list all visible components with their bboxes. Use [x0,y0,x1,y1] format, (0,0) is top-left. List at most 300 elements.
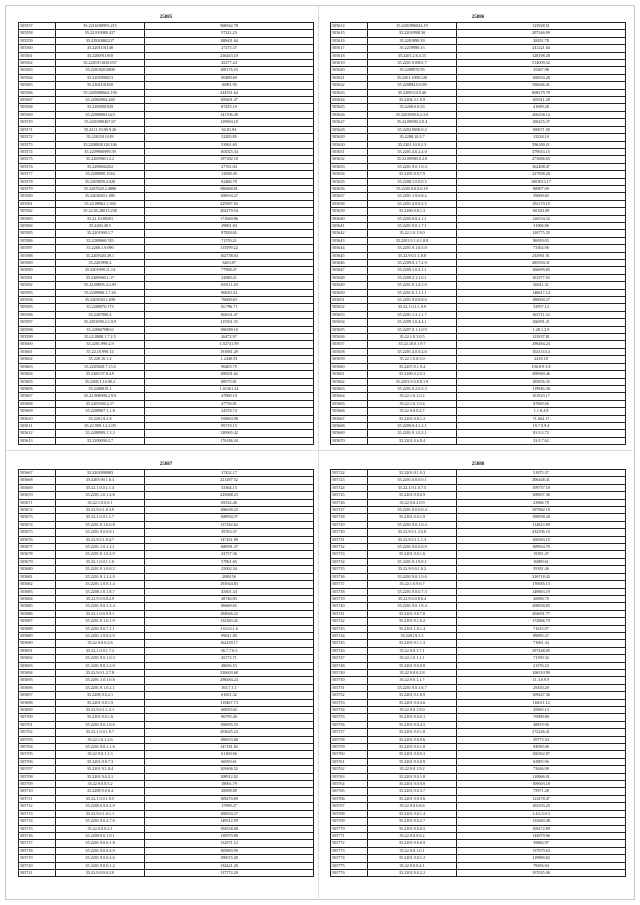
row-amount-cell: 16981.95 [145,82,314,89]
row-code-cell: 35.2200.0.2.5.3 [368,371,457,378]
row-code-cell: 35.2201.9.0.1.0.4 [368,163,457,170]
row-code-cell: 35.2201.9.0.0.7.3 [368,588,457,595]
row-amount-cell: 192170.10 [457,200,626,207]
row-amount-cell: 134421.20 [145,862,314,869]
row-amount-cell: 196589.10 [145,326,314,333]
row-code-cell: 35.2201.9.0.4.5 [368,721,457,728]
row-amount-cell: 106510.99 [457,669,626,676]
row-id-cell: 505769 [331,818,368,825]
row-amount-cell: 28291.78 [457,37,626,44]
table-row [331,766,626,773]
row-id-cell: 505602 [19,356,56,363]
row-id-cell: 505749 [331,669,368,676]
row-code-cell: 35.2204101650 [56,82,145,89]
row-id-cell: 505571 [19,126,56,133]
row-code-cell: 35.2201.9.1.0.2 [368,618,457,625]
row-code-cell: 35.22.1.0.1.1.9.9 [368,304,457,311]
row-amount-cell: 163025.34 [145,148,314,155]
row-id-cell: 505672 [19,507,56,514]
row-id-cell: 505665 [331,400,368,407]
table-row [19,647,314,654]
row-code-cell: 35.2201900.1.7 [56,230,145,237]
row-code-cell: 35.2208919.1 [56,385,145,392]
row-id-cell: 505557 [19,23,56,30]
row-amount-cell: 73302.96 [457,245,626,252]
row-id-cell: 505671 [19,499,56,506]
table-row [19,788,314,795]
row-id-cell: 505757 [331,729,368,736]
table-row [331,707,626,714]
row-code-cell: 35.220.10.1.2 [56,356,145,363]
table-row [331,581,626,588]
row-id-cell: 505675 [19,529,56,536]
row-amount-cell: 123937.81 [457,334,626,341]
row-code-cell: 35.2201.9.2.0.3.3 [368,385,457,392]
row-code-cell: 35.2204.3.1.0.9 [368,97,457,104]
row-code-cell: 35.2201.9.0.1.1.6 [56,744,145,751]
row-code-cell: 35.2201990.0.2.3.0 [368,111,457,118]
row-id-cell: 505587 [19,245,56,252]
row-amount-cell: 168954.27 [145,193,314,200]
row-amount-cell: 53901.65 [145,141,314,148]
row-amount-cell: 123478.47 [457,795,626,802]
row-amount-cell: 203625.23 [145,729,314,736]
table-row [19,558,314,565]
table-row [19,89,314,96]
row-amount-cell: 115599.22 [145,245,314,252]
row-amount-cell: 35467.98 [457,67,626,74]
table-row [19,677,314,684]
row-amount-cell: 109447.36 [457,692,626,699]
row-code-cell: 35.2201.4.0.2.4.0 [368,148,457,155]
table-row [19,430,314,437]
table-row [331,111,626,118]
row-amount-cell: 28698.89 [145,788,314,795]
row-code-cell: 35.2205.90.1.0.3 [56,477,145,484]
row-amount-cell: 109406.52 [145,766,314,773]
table-row [19,267,314,274]
row-code-cell: 35.2201.9.0.0.1.8 [56,840,145,847]
row-id-cell: 505722 [331,470,368,477]
row-id-cell: 505655 [331,326,368,333]
row-id-cell: 505758 [331,736,368,743]
table-row [331,832,626,839]
row-code-cell: 35.2201.9.0.0.4.9 [56,847,145,854]
row-id-cell: 505693 [19,662,56,669]
row-amount-cell: 225987.04 [145,200,314,207]
row-id-cell: 505663 [331,385,368,392]
row-code-cell: 35.2200.9.0.1.9.1 [56,832,145,839]
table-row [331,104,626,111]
row-code-cell: 35.2216100993.215 [56,23,145,30]
table-row [19,862,314,869]
table-row [19,237,314,244]
row-amount-cell: 123928.51 [457,23,626,30]
table-row [331,521,626,528]
row-code-cell: 35.22.9.0.1.9.0 [368,707,457,714]
row-code-cell: 35.2201.4.0.0.2.5 [368,200,457,207]
table-row [331,788,626,795]
row-code-cell: 35.22.9.0.2.0.9 [368,499,457,506]
row-code-cell: 35.2208900.1544 [56,171,145,178]
row-id-cell: 505766 [331,795,368,802]
table-row [19,625,314,632]
row-code-cell: 35.2200.1.9.090 [56,245,145,252]
row-id-cell: 505667 [19,470,56,477]
row-code-cell: 35.22.1.0.9.1.7.2 [56,647,145,654]
table-page-2 [330,14,626,445]
row-code-cell: 35.220607080.0 [56,326,145,333]
row-id-cell: 505558 [19,30,56,37]
row-id-cell: 505767 [331,803,368,810]
row-code-cell: 35.22.08900.2.0.4 [368,119,457,126]
row-amount-cell: 39884.97 [457,840,626,847]
row-amount-cell: 568942.78 [145,23,314,30]
table-row [331,536,626,543]
table-row [331,148,626,155]
row-code-cell: 35.2201.9.0.1.7.1 [368,222,457,229]
table-row [331,82,626,89]
table-row [19,499,314,506]
row-code-cell: 35.2201.9.0.1.6 [368,551,457,558]
row-id-cell: 505647 [331,267,368,274]
row-code-cell: 35.2205891929 [56,104,145,111]
table-row [19,208,314,215]
row-amount-cell: 47756.81 [145,400,314,407]
row-amount-cell: 204691.77 [457,610,626,617]
row-id-cell: 505750 [331,677,368,684]
row-code-cell: 35.2201.9.1.0.2.1 [56,684,145,691]
row-amount-cell: 100034.27 [145,810,314,817]
row-code-cell: 35.2207.0.1.9.4 [368,363,457,370]
row-code-cell: 35.22.9.0.0.2.6 [56,640,145,647]
table-row [331,30,626,37]
table-row [331,825,626,832]
table-row [331,714,626,721]
row-amount-cell: 39763.37 [145,529,314,536]
row-amount-cell: 71.664.17 [457,415,626,422]
row-code-cell: 35.2209960.12.2 [56,156,145,163]
row-id-cell: 505704 [19,744,56,751]
table-row [19,193,314,200]
table-row [19,810,314,817]
row-code-cell: 35.2201.9.1.0.9 [368,692,457,699]
row-amount-cell: 244761.64 [145,89,314,96]
row-id-cell: 505668 [19,477,56,484]
row-amount-cell: 31906.86 [457,222,626,229]
row-amount-cell: 169111.29 [145,282,314,289]
row-code-cell: 35.2201090.2.1.9.9 [56,319,145,326]
row-amount-cell: 37452.17 [145,470,314,477]
row-id-cell: 505659 [331,356,368,363]
row-amount-cell: 196995.55 [145,721,314,728]
row-amount-cell: 362408.47 [457,163,626,170]
table-row [331,573,626,580]
row-id-cell: 505697 [19,692,56,699]
row-code-cell: 35.2201.9.0.1.2.9 [56,662,145,669]
table-row [331,156,626,163]
row-amount-cell: 216718.42 [457,573,626,580]
table-row [331,171,626,178]
row-amount-cell: 1.1.8.4.8 [457,408,626,415]
row-amount-cell: 1.01361.34 [145,385,314,392]
row-code-cell: 35.2201.9.0.7.1.1 [56,625,145,632]
row-id-cell: 505591 [19,274,56,281]
row-code-cell: 35.22.1.0.0.1.1.0 [56,558,145,565]
row-code-cell: 35.2205.0.8.2.1.1 [368,215,457,222]
table-row [331,625,626,632]
row-code-cell: 35.2201.9.0.0.8 [368,662,457,669]
table-row [331,311,626,318]
row-id-cell: 505577 [19,171,56,178]
row-id-cell: 505626 [331,111,368,118]
row-id-cell: 505666 [331,408,368,415]
row-amount-cell: 285594.31 [457,260,626,267]
row-id-cell: 505604 [19,371,56,378]
row-amount-cell: 160362.87 [457,751,626,758]
row-amount-cell: 60.923.08 [457,208,626,215]
row-code-cell: 35.2202.0000.0.2 [368,126,457,133]
row-amount-cell: 150863.98 [145,415,314,422]
row-amount-cell: 71615.07 [457,625,626,632]
row-code-cell: 35.2201990.11.14 [56,267,145,274]
table-row [19,514,314,521]
table-row [19,588,314,595]
row-code-cell: 35.22.1.0.1.0.2 [368,393,457,400]
row-amount-cell: 83.9.2.72 [457,430,626,437]
row-code-cell: 35.22.0808.1.7.2.5 [56,334,145,341]
table-row [331,437,626,444]
row-id-cell: 505725 [331,492,368,499]
row-code-cell: 35.2201.9.1.0.1.8.8 [368,237,457,244]
table-row [19,573,314,580]
page-title: 25887 [159,462,173,467]
row-amount-cell: 168991.37 [145,544,314,551]
row-amount-cell: 48819.96 [457,721,626,728]
row-amount-cell: 432596.10 [457,529,626,536]
row-id-cell: 505688 [19,625,56,632]
row-amount-cell: 109757.18 [457,484,626,491]
row-amount-cell: 87455.10 [145,104,314,111]
row-amount-cell: 60819.02 [145,707,314,714]
row-code-cell: 35.2201.990.2.9 [56,341,145,348]
row-amount-cell: 71691.34 [457,640,626,647]
row-id-cell: 505706 [19,758,56,765]
row-code-cell: 35.2201.9.0.0.1 [368,714,457,721]
table-row [19,97,314,104]
row-code-cell: 35.2201.9.0.0.3 [368,751,457,758]
row-code-cell: 35.2201.10.0.2.3 [368,141,457,148]
row-code-cell: 35.2201.9.0.4.6 [368,699,457,706]
table-row [19,818,314,825]
table-row [19,252,314,259]
row-amount-cell: 100176.53 [145,67,314,74]
row-code-cell: 35.2201.9.0.1.8 [368,744,457,751]
row-amount-cell: 114823.89 [457,521,626,528]
table-row [331,215,626,222]
table-row [331,499,626,506]
row-code-cell: 35.22.9.0.0.8.6 [368,803,457,810]
row-id-cell: 505719 [19,855,56,862]
row-amount-cell: 236443.10 [145,52,314,59]
row-amount-cell: 109401.47 [145,97,314,104]
row-code-cell: 35.22.9.0.0.4.1 [368,862,457,869]
row-amount-cell: 62.81.84 [145,126,314,133]
table-row [331,847,626,854]
row-id-cell: 505773 [331,847,368,854]
table-row [19,311,314,318]
row-amount-cell: 36.7.7.6.3 [145,647,314,654]
row-amount-cell: 1003013.17 [457,178,626,185]
row-id-cell: 505743 [331,625,368,632]
row-code-cell: 35.2201.1.0.9.2.9 [56,632,145,639]
row-amount-cell: 24376.74 [145,408,314,415]
table-row [19,707,314,714]
row-id-cell: 505601 [19,348,56,355]
row-id-cell: 505702 [19,729,56,736]
row-code-cell: 35.2205920.2.17 [56,400,145,407]
table-row [19,60,314,67]
table-row [331,736,626,743]
row-id-cell: 505631 [331,148,368,155]
row-code-cell: 35.2201890213 [56,74,145,81]
row-amount-cell: 514009.32 [457,60,626,67]
row-code-cell: 35.2209.0.1.7.4.9 [368,260,457,267]
row-amount-cell: 241221.04 [457,45,626,52]
row-id-cell: 505629 [331,134,368,141]
row-amount-cell: 233961.91 [457,252,626,259]
row-amount-cell: 141706.49 [145,111,314,118]
table-row [19,477,314,484]
table-row [331,319,626,326]
row-amount-cell: 162439.17 [145,640,314,647]
table-row [331,289,626,296]
table-row [331,795,626,802]
row-id-cell: 505690 [19,640,56,647]
row-amount-cell: 208858.85 [457,603,626,610]
row-id-cell: 505775 [331,862,368,869]
row-id-cell: 505723 [331,477,368,484]
row-code-cell: 35.22.1.0.9.0.7 [368,581,457,588]
row-amount-cell: 204279.54 [145,208,314,215]
table-row [19,840,314,847]
row-code-cell: 35.2208960.1.17 [56,274,145,281]
row-code-cell: 35.2201.9.0.9.6 [368,795,457,802]
table-row [331,618,626,625]
row-code-cell: 35.2205020.7.15.0 [56,363,145,370]
row-id-cell: 505582 [19,208,56,215]
row-code-cell: 35.22.909.1.2.2.09 [56,422,145,429]
table-row [19,378,314,385]
row-amount-cell: 110966.01 [457,773,626,780]
table-row [331,45,626,52]
table-row [19,141,314,148]
table-row [19,119,314,126]
row-id-cell: 505689 [19,632,56,639]
row-code-cell: 35.2280911910 [56,52,145,59]
row-code-cell: 35.2209.0.4.1.2.1 [368,422,457,429]
row-amount-cell: 148617.14 [457,289,626,296]
row-amount-cell: 108907.36 [457,492,626,499]
row-id-cell: 505611 [19,422,56,429]
row-code-cell: 35.2208.1.0.1.8.7 [56,588,145,595]
row-code-cell: 35.2201.9.0.0.4.6 [56,855,145,862]
row-amount-cell: 197382.18 [145,156,314,163]
row-id-cell: 505756 [331,721,368,728]
row-id-cell: 505715 [19,825,56,832]
table-row [19,803,314,810]
row-code-cell: 35.2207020.2.4886 [56,185,145,192]
row-code-cell: 35.2211.10.90.9.26 [56,126,145,133]
row-id-cell: 505724 [331,484,368,491]
row-id-cell: 505753 [331,699,368,706]
row-amount-cell: 73626.98 [457,766,626,773]
row-amount-cell: 144879.96 [457,832,626,839]
table-row [19,832,314,839]
row-code-cell: 35.2201101148 [56,45,145,52]
table-row [19,319,314,326]
row-code-cell: 35.2201.9.0.1.8 [368,773,457,780]
row-id-cell: 505644 [331,245,368,252]
row-id-cell: 505565 [19,82,56,89]
page-title: 25885 [159,15,173,20]
row-id-cell: 505588 [19,252,56,259]
row-code-cell: 35.2201.9.0.0.8.1 [56,529,145,536]
row-id-cell: 505642 [331,230,368,237]
row-code-cell: 35.2209960999.59 [56,148,145,155]
row-code-cell: 35.2201.9.1.0.4 [56,766,145,773]
table-row [19,297,314,304]
row-code-cell: 35.2201.9.0.1.6 [56,714,145,721]
row-amount-cell: 48746.83 [145,595,314,602]
row-amount-cell: 99719.15 [145,422,314,429]
row-amount-cell: 18061.79 [145,781,314,788]
row-code-cell: 35.2201.9.0901.7 [368,60,457,67]
row-amount-cell: 48656.53 [145,662,314,669]
row-code-cell: 35.22.9.0.0.2.8 [368,669,457,676]
table-row [19,30,314,37]
table-row [331,551,626,558]
row-code-cell: 35.2201.9.1.0.5.0 [368,245,457,252]
table-row [331,178,626,185]
table-row [19,507,314,514]
table-row [331,603,626,610]
table-row [331,566,626,573]
row-code-cell: 35.2201.1.0.1.2.1 [56,544,145,551]
row-amount-cell: 71576.21 [145,237,314,244]
table-row [19,52,314,59]
table-row [331,363,626,370]
row-id-cell: 505708 [19,773,56,780]
row-code-cell: 35.2209070.173 [56,304,145,311]
row-id-cell: 505710 [19,788,56,795]
row-id-cell: 505759 [331,744,368,751]
row-id-cell: 505583 [19,215,56,222]
row-amount-cell: 29801.84 [145,222,314,229]
row-id-cell: 505652 [331,304,368,311]
row-amount-cell: 172866.70 [457,618,626,625]
row-amount-cell: 1.2440.93 [145,356,314,363]
row-code-cell: 35.2201.9.0.9.0 [368,781,457,788]
row-amount-cell: 106.8.9.3.8 [457,363,626,370]
row-amount-cell: 102393.25 [457,803,626,810]
table-row [19,371,314,378]
row-id-cell: 505761 [331,758,368,765]
row-code-cell: 35.2201.9.0.7.3 [56,758,145,765]
row-amount-cell: 63805.96 [457,758,626,765]
table-row [19,334,314,341]
table-row [19,260,314,267]
